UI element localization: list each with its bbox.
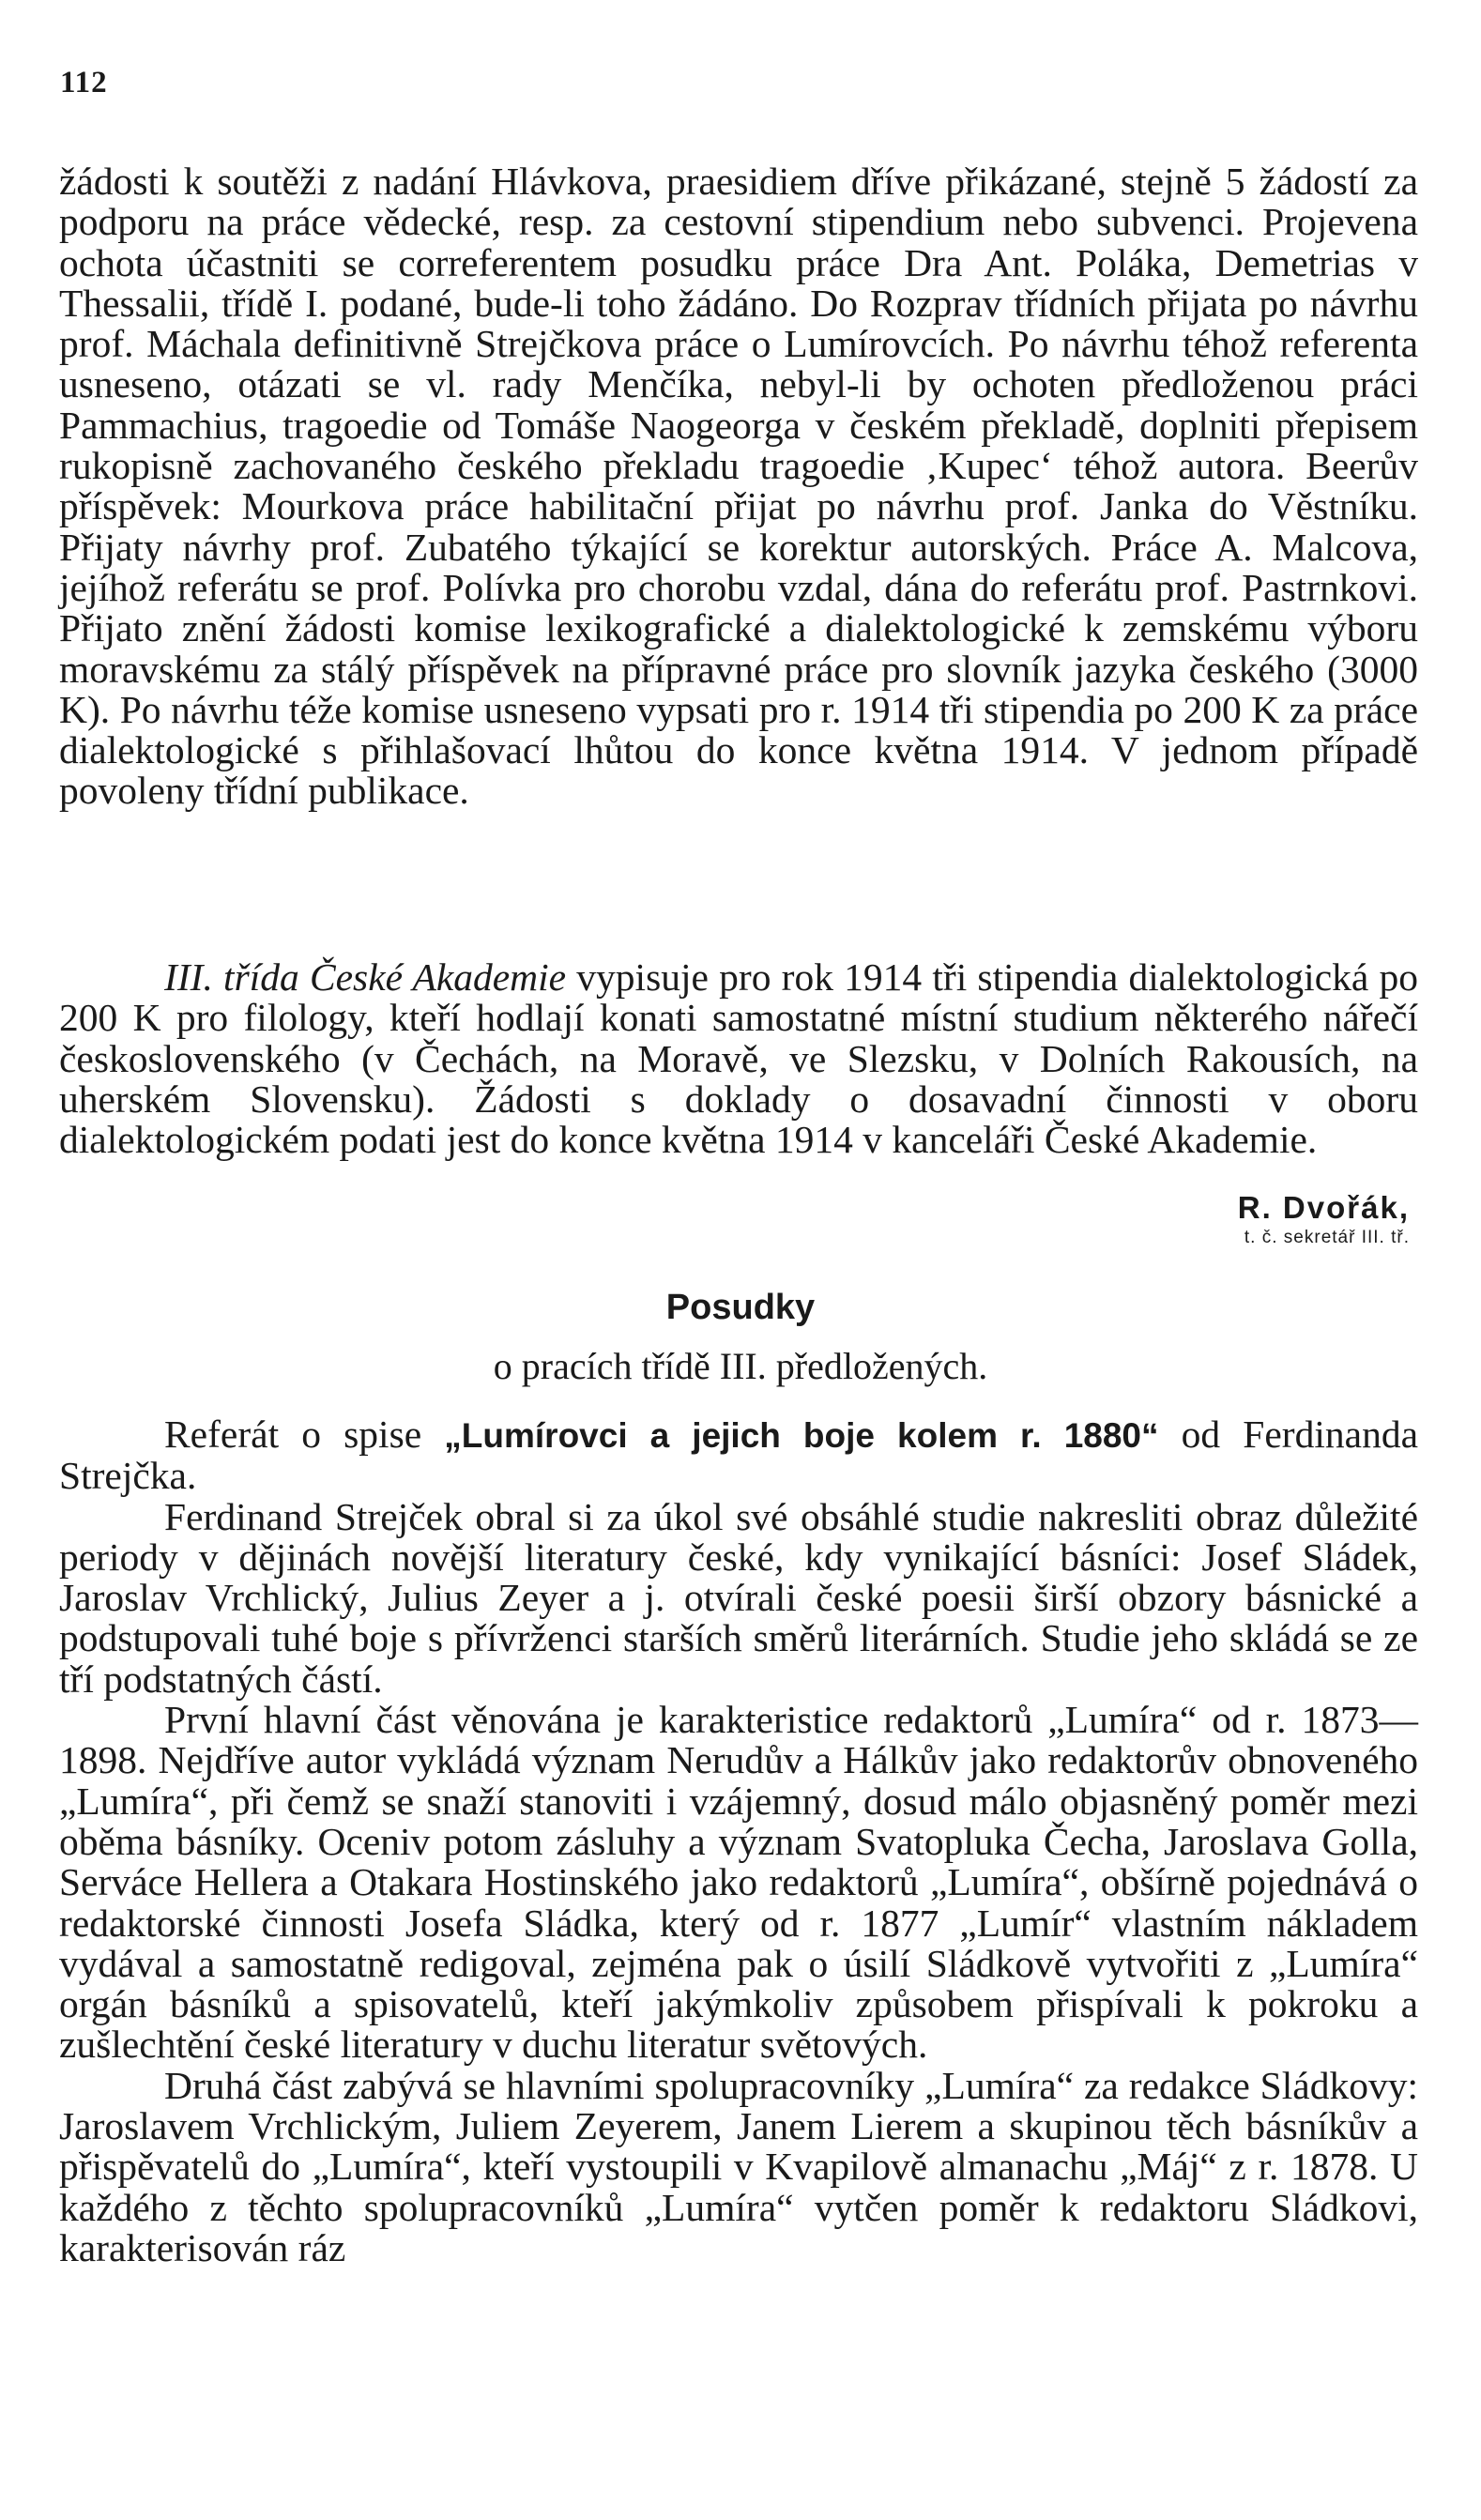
- announcement-text: vypisuje pro rok 1914 tři stipendia dialektologická po 200 K pro filology, kteří hodlají konati samostatné místní studium některého nářečí československého (v Čechách, na Moravě, ve Slezsku, v Dolních Rakousích, na uherském Slovensku). Žádosti s doklady o dosavadní činnosti v oboru dialektologickém podati jest do konce května 1914 v kanceláři České Akademie.: [59, 955, 1418, 1162]
- review-paragraph-1: Ferdinand Strejček obral si za úkol své obsáhlé studie nakresliti obraz důležité periody v dějinách novější literatury české, kdy vynikající básníci: Josef Sládek, Jaroslav Vrchlický, Julius Zeyer a j. otvírali české poesii širší obzory básnické a podstupovali tuhé boje s přívrženci starších směrů literárních. Studie jeho skládá se ze tří podstatných částí.: [59, 1494, 1418, 1701]
- section-subtitle: o pracích třídě III. předložených.: [493, 1345, 988, 1387]
- announcement-paragraph: [59, 957, 1418, 1160]
- review-intro-prefix: Referát o spise: [164, 1413, 445, 1456]
- review-intro: [59, 1414, 1418, 1497]
- review-work-title: „Lumírovci a jejich boje kolem r. 1880“: [444, 1416, 1159, 1455]
- review-intro-suffix: od Ferdinanda Strejčka.: [59, 1413, 1418, 1498]
- review-paragraph-3: Druhá část zabývá se hlavními spolupracovníky „Lumíra“ za redakce Sládkovy: Jaroslavem Vrchlickým, Juliem Zeyerem, Janem Lierem a skupinou těch básníkův a přispěvatelů do „Lumíra“, kteří vystoupili v Kvapilově almanachu „Máj“ z r. 1878. U každého z těchto spolupracovníků „Lumíra“ vytčen poměr k redaktoru Sládkovi, karakterisován ráz: [59, 2063, 1418, 2269]
- signature-name: R. Dvořák,: [1237, 1190, 1410, 1225]
- paragraph-text: žádosti k soutěži z nadání Hlávkova, praesidiem dříve přikázané, stejně 5 žádostí za podporu na práce vědecké, resp. za cestovní stipendium nebo subvenci. Projevena ochota účastniti se correferentem posudku práce Dra Ant. Poláka, Demetrias v Thessalii, třídě I. podané, bude-li toho žádáno. Do Rozprav třídních přijata po návrhu prof. Máchala definitivně Strejčkova práce o Lumírovcích. Po návrhu téhož referenta usneseno, otázati se vl. rady Menčíka, nebyl-li by ochoten předloženou práci Pammachius, tragoedie od Tomáše Naogeorga v českém překladě, doplniti přepisem rukopisně zachovaného českého překladu tragoedie ‚Kupec‘ téhož autora. Beerův příspěvek: Mourkova práce habilitační přijat po návrhu prof. Janka do Věstníku. Přijaty návrhy prof. Zubatého týkající se korektur autorských. Práce A. Malcova, jejíhož referátu se prof. Polívka pro chorobu vzdal, dána do referátu prof. Pastrnkovi. Přijato znění žádosti komise lexikografické a dialektologické k zemskému výboru moravskému za stálý příspěvek na přípravné práce pro slovník jazyka českého (3000 K). Po návrhu téže komise usneseno vypsati pro r. 1914 tři stipendia po 200 K za práce dialektologické s přihlašovací lhůtou do konce května 1914. V jednom případě povoleny třídní publikace.: [59, 160, 1418, 813]
- review-paragraph-2: První hlavní část věnována je karakteristice redaktorů „Lumíra“ od r. 1873—1898. Nejdříve autor vykládá význam Nerudův a Hálkův jako redaktorův obnoveného „Lumíra“, při čemž se snaží stanoviti i vzájemný, dosud málo objasněný poměr mezi oběma básníky. Oceniv potom zásluhy a význam Svatopluka Čecha, Jaroslava Golla, Serváce Hellera a Otakara Hostinského jako redaktorů „Lumíra“, obšírně pojednává o redaktorské činnosti Josefa Sládka, který od r. 1877 „Lumír“ vlastním nákladem vydával a samostatně redigoval, zejména pak o úsilí Sládkově vytvořiti z „Lumíra“ orgán básníků a spisovatelů, kteří jakýmkoliv způsobem přispívali k pokroku a zušlechtění české literatury v duchu literatur světových.: [59, 1698, 1418, 2067]
- section-title: Posudky: [665, 1288, 816, 1327]
- page-number: 112: [60, 66, 108, 99]
- body-paragraph-requests: [59, 161, 1418, 812]
- signature-role: t. č. sekretář III. tř.: [1244, 1228, 1410, 1247]
- review-text: [59, 1414, 1418, 2268]
- signature-block: [1238, 1190, 1410, 1248]
- announcement-lead: III. třída České Akademie: [164, 955, 567, 999]
- stipend-announcement: [59, 957, 1418, 1160]
